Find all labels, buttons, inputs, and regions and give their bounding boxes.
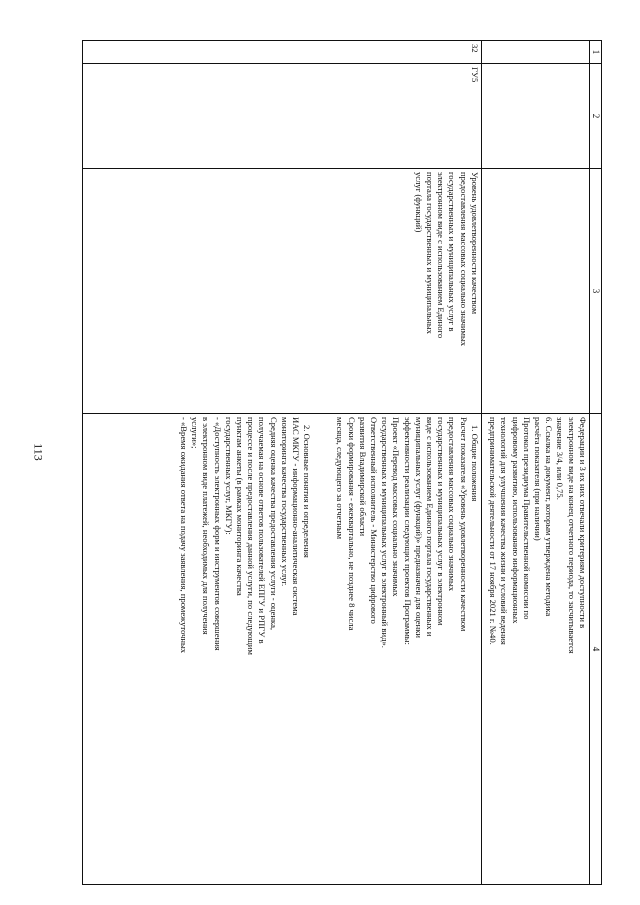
text-line: Ответственный исполнитель - Министерство цифрового bbox=[368, 417, 379, 624]
table-sheet bbox=[82, 40, 602, 885]
text-line: получаемая на основе ответов пользователей ЕПГУ и РПГУ в bbox=[257, 417, 268, 644]
indicator-code: ГУ5 bbox=[83, 64, 482, 169]
text-line: предоставления массовых социально значимых bbox=[447, 417, 458, 592]
cell-empty bbox=[481, 41, 589, 64]
text-line: государственных и муниципальных услуг в bbox=[447, 172, 458, 332]
table-row-continued bbox=[481, 41, 589, 885]
text-line: технологий для улучшения качества жизни и условий ведения bbox=[499, 417, 510, 645]
text-line: эффективности реализации следующих проектов Программы: bbox=[402, 417, 413, 645]
text-line: государственных и муниципальных услуг в электронном bbox=[436, 417, 447, 626]
text-line: - «Время ожидания ответа на подачу заявления, промежуточных bbox=[178, 417, 189, 654]
text-line: Расчет показателя «Уровень удовлетворенности качеством bbox=[458, 417, 469, 632]
method-text-continued bbox=[481, 414, 589, 885]
spacer bbox=[323, 417, 334, 881]
text-line: мониторинга качества государственных услуг. bbox=[279, 417, 290, 587]
text-line: - «Доступность электронных форм и инструментов совершения bbox=[212, 417, 223, 651]
text-line: Протокол президиума Правительственной комиссии по bbox=[521, 417, 532, 620]
text-line: портала государственных и муниципальных bbox=[424, 172, 435, 334]
method-description bbox=[83, 414, 482, 885]
text-line: электронном виде на конец отчетного периода, то засчитывается bbox=[566, 417, 577, 654]
text-line: в электронном виде платежей, необходимых для получения bbox=[201, 417, 212, 635]
text-line: Уровень удовлетворенности качеством bbox=[469, 172, 480, 315]
header-col-4: 4 bbox=[589, 414, 601, 885]
text-line: услуги»; bbox=[190, 417, 201, 449]
text-line: расчёта показателя (при наличии) bbox=[532, 417, 543, 541]
text-line: 6. Ссылка на документ, которым утверждена методика bbox=[544, 417, 555, 617]
text-line: ИАС МКГУ - информационно-аналитическая система bbox=[290, 417, 301, 616]
indicator-table bbox=[82, 40, 602, 885]
text-line: Сроки формирования - ежеквартально, не позднее 8 числа bbox=[346, 417, 357, 631]
text-line: услуг (функций) bbox=[413, 172, 424, 233]
text-line: муниципальных услуг (функций)» предназначен для оценки bbox=[413, 417, 424, 638]
text-line: пунктам анкеты (в рамках мониторинга качества bbox=[234, 417, 245, 596]
indicator-name bbox=[83, 169, 482, 414]
text-line: Федерации и 3 их них отвечали критериям доступности в bbox=[577, 417, 588, 629]
row-number: 32 bbox=[83, 41, 482, 64]
text-line: процессе и после предоставления данной услуги, по следующим bbox=[246, 417, 257, 655]
text-line: Средняя оценка качества предоставления услуги - оценка, bbox=[268, 417, 279, 631]
section-heading: 1. Общие положения bbox=[469, 425, 480, 502]
cell-empty bbox=[481, 169, 589, 414]
header-col-3: 3 bbox=[589, 169, 601, 414]
text-line: развития Владимирской области bbox=[357, 417, 368, 537]
cell-empty bbox=[481, 64, 589, 169]
text-line: Проект «Перевод массовых социально значимых bbox=[391, 417, 402, 597]
text-line: месяца, следующего за отчетным bbox=[335, 417, 346, 540]
text-line: электронном виде с использованием Единого bbox=[436, 172, 447, 339]
header-col-1: 1 bbox=[589, 41, 601, 64]
text-line: значение 3/4, или 0,75. bbox=[555, 417, 566, 500]
header-col-2: 2 bbox=[589, 64, 601, 169]
text-line: предпринимательской деятельности от 17 ноября 2021 г. №40. bbox=[488, 417, 499, 645]
section-heading: 2. Основные понятия и определения bbox=[302, 425, 313, 558]
text-line: виде с использованием Единого портала государственных и bbox=[424, 417, 435, 637]
rotated-page bbox=[82, 40, 602, 885]
spacer bbox=[312, 417, 323, 881]
text-line: цифровому развитию, использованию информационных bbox=[510, 417, 521, 624]
table-row-32 bbox=[83, 41, 482, 885]
page-number: 113 bbox=[31, 443, 46, 461]
text-line: государственных и муниципальных услуг в электронный вид». bbox=[380, 417, 391, 648]
text-line: государственных услуг, МКГУ): bbox=[223, 417, 234, 535]
text-line: предоставления массовых социально значимых bbox=[458, 172, 469, 347]
table-header-row bbox=[589, 41, 601, 885]
